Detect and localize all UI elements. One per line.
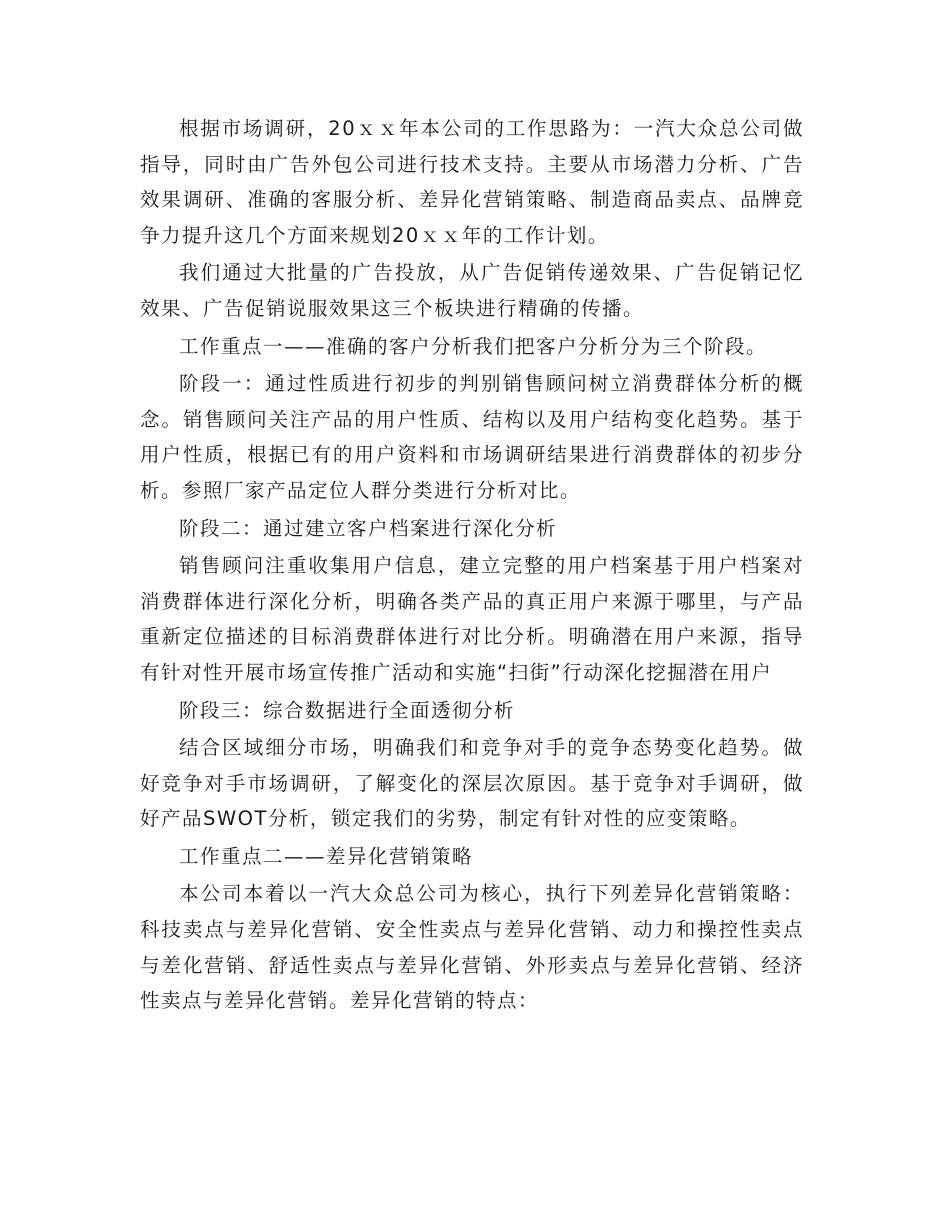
- heading-stage-two: 阶段二：通过建立客户档案进行深化分析: [179, 516, 558, 540]
- paragraph-stage-two: 销售顾问注重收集用户信息，建立完整的用户档案基于用户档案对消费群体进行深化分析，明确各类产品的真正用户来源于哪里，与产品重新定位描述的目标消费群体进行对比分析。明确潜在用户来源，指导有针对性开展市场宣传推广活动和实施“扫街”行动深化挖掘潜在用户: [140, 554, 804, 684]
- paragraph-work-plan-intro: 根据市场调研，20ｘｘ年本公司的工作思路为：一汽大众总公司做指导，同时由广告外包公司进行技术支持。主要从市场潜力分析、广告效果调研、准确的客服分析、差异化营销策略、制造商品卖点、品牌竞争力提升这几个方面来规划20ｘｘ年的工作计划。: [140, 117, 804, 247]
- paragraph-differentiated-marketing: 本公司本着以一汽大众总公司为核心，执行下列差异化营销策略：科技卖点与差异化营销、安全性卖点与差异化营销、动力和操控性卖点与差化营销、舒适性卖点与差异化营销、外形卖点与差异化营销、经济性卖点与差异化营销。差异化营销的特点：: [140, 882, 804, 1013]
- paragraph-stage-three: 结合区域细分市场，明确我们和竞争对手的竞争态势变化趋势。做好竞争对手市场调研，了解变化的深层次原因。基于竞争对手调研，做好产品SWOT分析，锁定我们的劣势，制定有针对性的应变策略。: [140, 736, 804, 831]
- heading-focus-one: 工作重点一——准确的客户分析我们把客户分析分为三个阶段。: [179, 334, 768, 358]
- paragraph-stage-one: 阶段一：通过性质进行初步的判别销售顾问树立消费群体分析的概念。销售顾问关注产品的用户性质、结构以及用户结构变化趋势。基于用户性质，根据已有的用户资料和市场调研结果进行消费群体的初步分析。参照厂家产品定位人群分类进行分析对比。: [140, 372, 804, 502]
- paragraph-ad-campaign: 我们通过大批量的广告投放，从广告促销传递效果、广告促销记忆效果、广告促销说服效果这三个板块进行精确的传播。: [140, 261, 804, 320]
- heading-focus-two: 工作重点二——差异化营销策略: [179, 844, 474, 868]
- heading-stage-three: 阶段三：综合数据进行全面透彻分析: [179, 698, 516, 722]
- document-body: [140, 111, 804, 1021]
